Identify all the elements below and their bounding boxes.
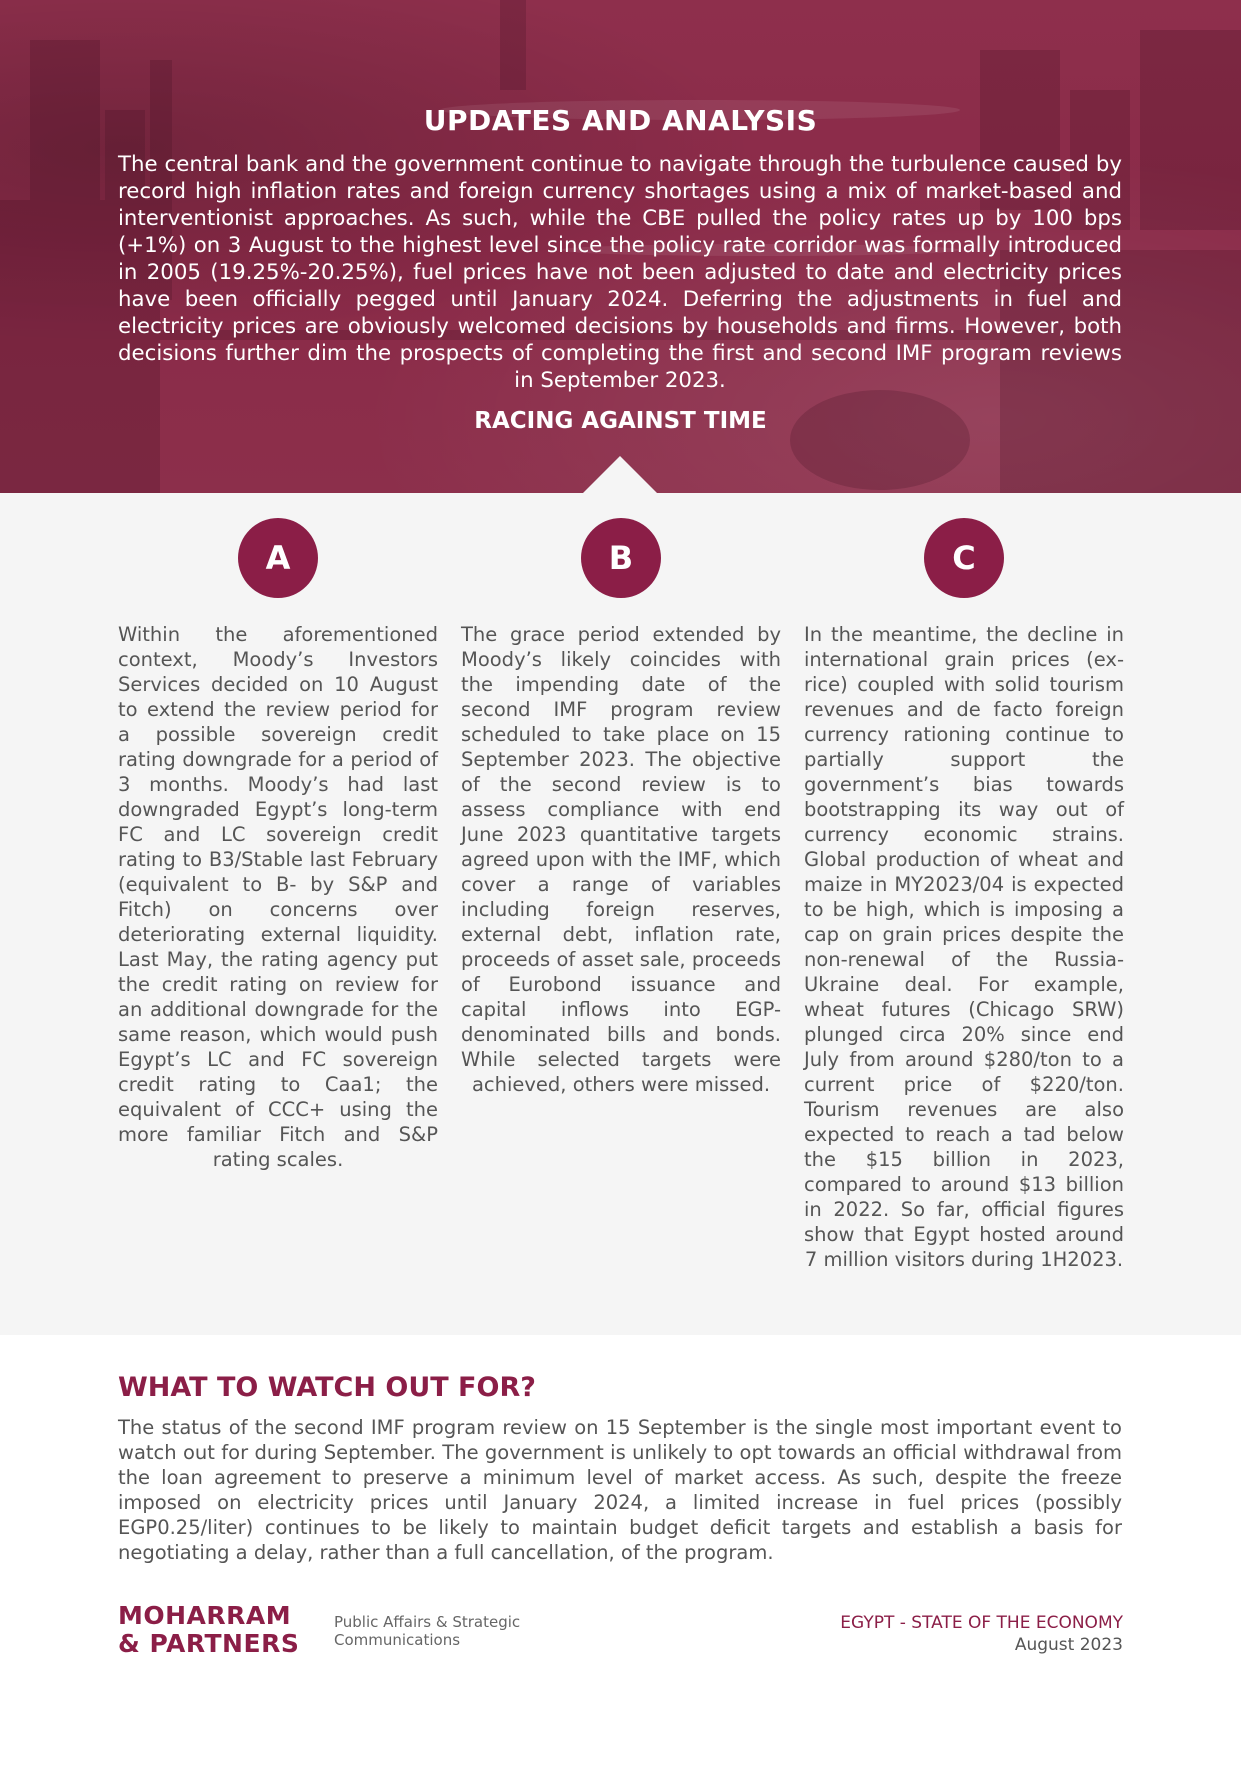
column-c-letter: C <box>952 539 976 577</box>
column-c-text: In the meantime, the decline in international grain prices (ex-rice) coupled with solid tourism revenues and de facto foreign currency rationing continue to partially support the government’s bias towards bootstrapping its way out of currency economic strains. Global production of wheat and maize in MY2023/04 is expected to be high, which is imposing a cap on grain prices despite the non-renewal of the Russia-Ukraine deal. For example, wheat futures (Chicago SRW) plunged circa 20% since end July from around $280/ton to a current price of $220/ton. Tourism revenues are also expected to reach a tad below the $15 billion in 2023, compared to around $13 billion in 2022. So far, official figures show that Egypt hosted around 7 million visitors during 1H2023. <box>804 623 1124 1271</box>
report-date: August 2023 <box>1014 1635 1123 1655</box>
page-title: UPDATES AND ANALYSIS <box>423 104 818 137</box>
company-tagline <box>334 1613 520 1649</box>
intro-paragraph: The central bank and the government continue to navigate through the turbulence caused by record high inflation rates and foreign currency shortages using a mix of market-based and interventionist approaches. As such, while the CBE pulled the policy rates up by 100 bps (+1%) on 3 August to the highest level since the policy rate corridor was formally introduced in 2005 (19.25%-20.25%), fuel prices have not been adjusted to date and electricity prices have been officially pegged until January 2024. Deferring the adjustments in fuel and electricity prices are obviously welcomed decisions by households and firms. However, both decisions further dim the prospects of completing the first and second IMF program reviews in September 2023. <box>118 152 1122 393</box>
watch-section-text: The status of the second IMF program review on 15 September is the single most important event to watch out for during September. The government is unlikely to opt towards an official withdrawal from the loan agreement to preserve a minimum level of market access. As such, despite the freeze imposed on electricity prices until January 2024, a limited increase in fuel prices (possibly EGP0.25/liter) continues to be likely to maintain budget deficit targets and establish a basis for negotiating a delay, rather than a full cancellation, of the program. <box>118 1416 1122 1564</box>
logo-line-1: MOHARRAM <box>118 1601 292 1630</box>
watch-section-title: WHAT TO WATCH OUT FOR? <box>118 1372 536 1403</box>
pointer-notch <box>582 456 658 493</box>
column-a-badge <box>238 518 318 598</box>
column-a-letter: A <box>265 539 291 577</box>
company-logo <box>118 1602 299 1658</box>
hero-banner <box>0 0 1241 493</box>
column-b-badge <box>581 518 661 598</box>
column-b-text: The grace period extended by Moody’s likely coincides with the impending date of the second IMF program review scheduled to take place on 15 September 2023. The objective of the second review is to assess compliance with end June 2023 quantitative targets agreed upon with the IMF, which cover a range of variables including foreign reserves, external debt, inflation rate, proceeds of asset sale, proceeds of Eurobond issuance and capital inflows into EGP-denominated bills and bonds. While selected targets were achieved, others were missed. <box>461 623 781 1096</box>
column-a-text: Within the aforementioned context, Moody’s Investors Services decided on 10 August to extend the review period for a possible sovereign credit rating downgrade for a period of 3 months. Moody’s had last downgraded Egypt’s long-term FC and LC sovereign credit rating to B3/Stable last February (equivalent to B- by S&P and Fitch) on concerns over deteriorating external liquidity. Last May, the rating agency put the credit rating on review for an additional downgrade for the same reason, which would push Egypt’s LC and FC sovereign credit rating to Caa1; the equivalent of CCC+ using the more familiar Fitch and S&P rating scales. <box>118 623 438 1171</box>
tagline-line-1: Public Affairs & Strategic <box>334 1613 521 1631</box>
column-b-letter: B <box>608 539 634 577</box>
section-subtitle: RACING AGAINST TIME <box>474 408 767 434</box>
report-title: EGYPT - STATE OF THE ECONOMY <box>840 1613 1123 1633</box>
tagline-line-2: Communications <box>334 1631 461 1649</box>
column-c-badge <box>924 518 1004 598</box>
report-info <box>840 1612 1123 1656</box>
logo-line-2: & PARTNERS <box>118 1629 300 1658</box>
